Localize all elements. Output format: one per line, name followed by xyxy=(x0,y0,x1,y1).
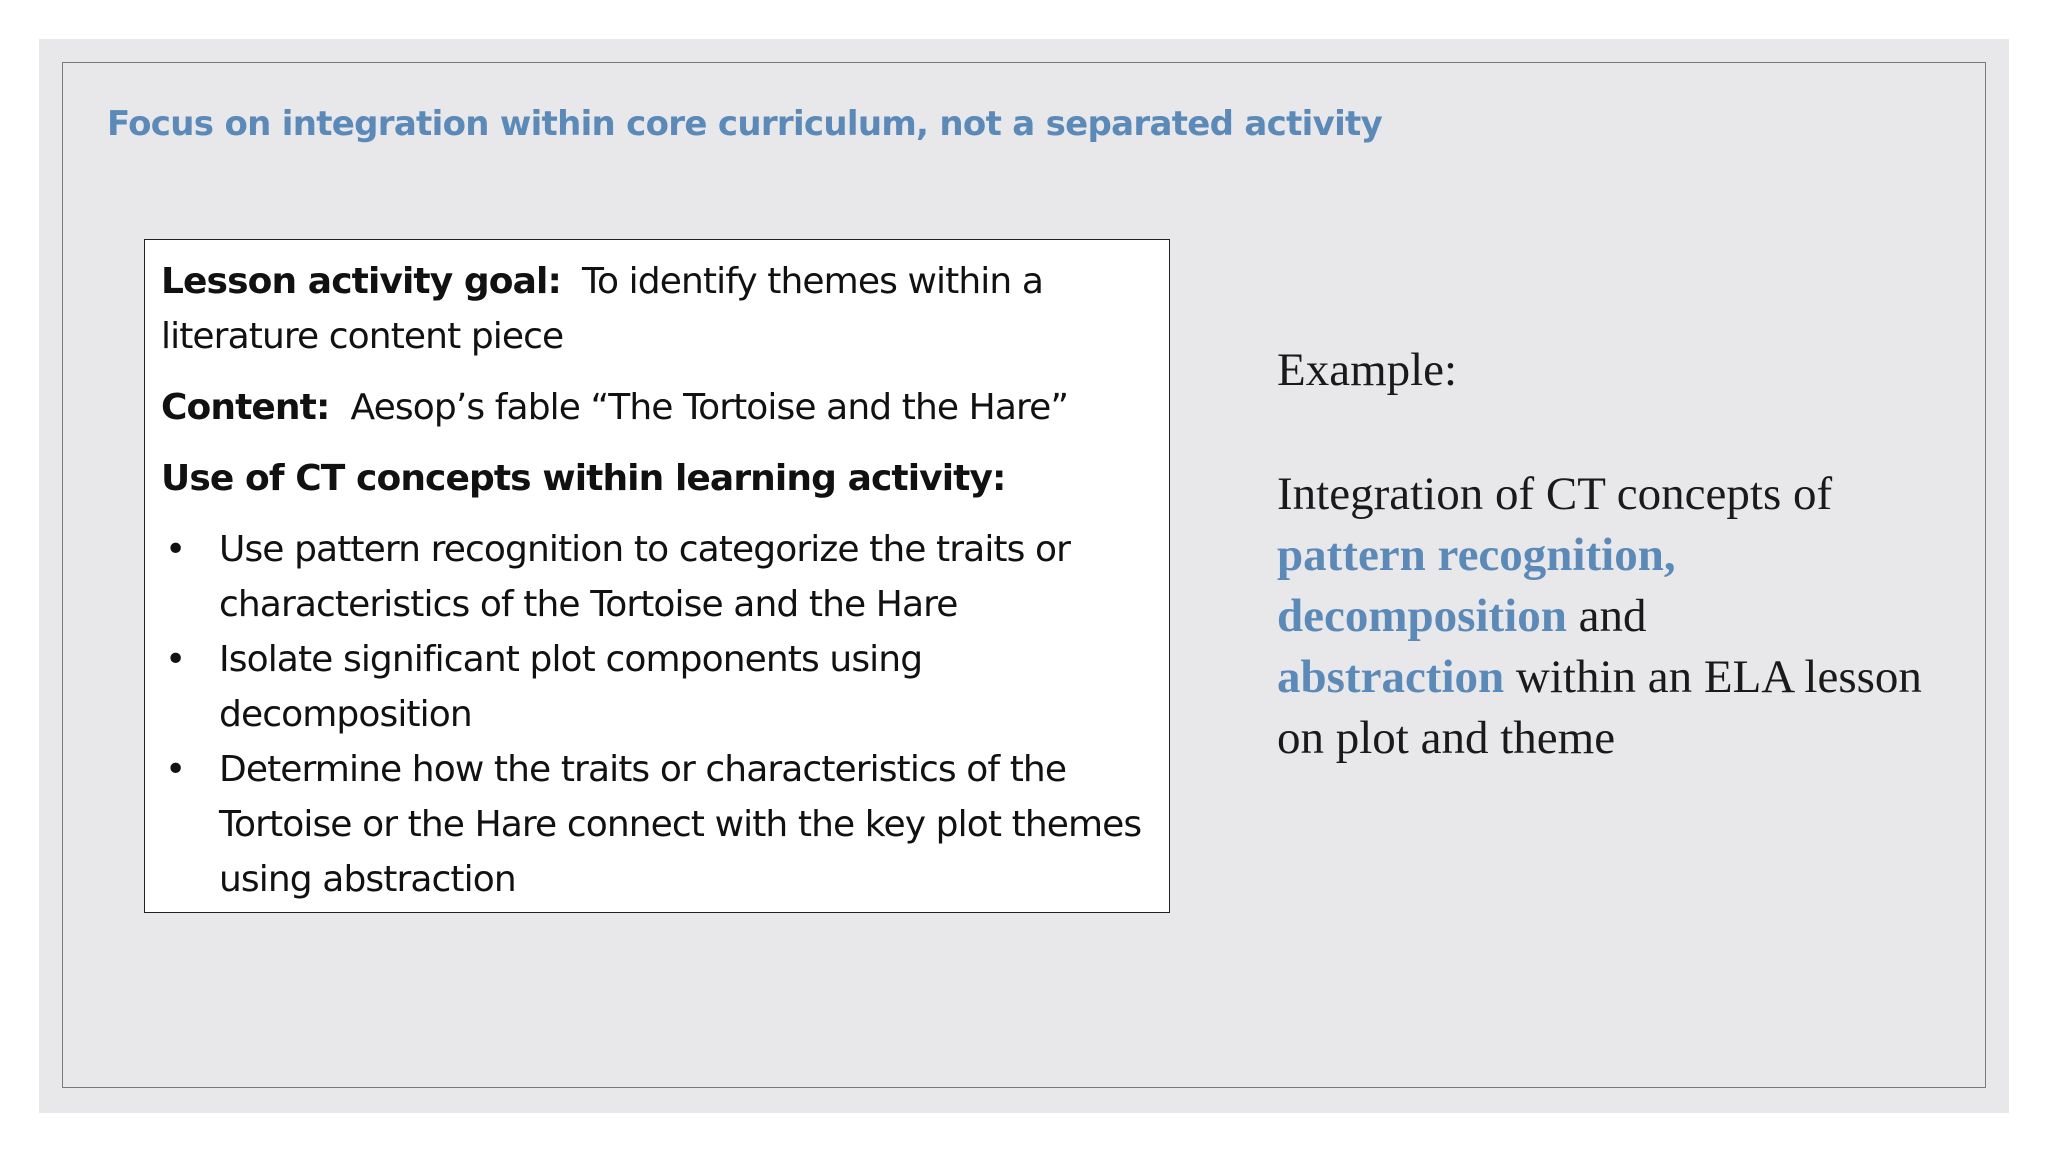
example-ending: within an ELA lesson on plot and theme xyxy=(1277,651,1922,764)
lesson-content-text: Aesop’s fable “The Tortoise and the Hare” xyxy=(350,387,1069,428)
example-panel xyxy=(1277,340,1957,769)
list-item-text: Determine how the traits or characteristics of the Tortoise or the Hare connect with the key plot themes using abstraction xyxy=(219,749,1142,900)
example-connector: and xyxy=(1566,590,1647,642)
ct-concepts-heading xyxy=(161,451,1157,506)
lesson-goal xyxy=(161,254,1157,364)
lesson-goal-label: Lesson activity goal: xyxy=(161,261,561,302)
lesson-content-label: Content: xyxy=(161,387,330,428)
bullet-icon: • xyxy=(165,639,186,680)
list-item xyxy=(161,742,1157,907)
bullet-icon: • xyxy=(165,749,186,790)
term-abstraction: abstraction xyxy=(1277,651,1505,703)
example-label: Example: xyxy=(1277,344,1458,396)
list-item-text: Use pattern recognition to categorize the traits or characteristics of the Tortoise and the Hare xyxy=(219,529,1071,625)
example-intro: Integration of CT concepts of xyxy=(1277,468,1833,520)
list-item-text: Isolate significant plot components using decomposition xyxy=(219,639,923,735)
ct-concepts-heading-text: Use of CT concepts within learning activity: xyxy=(161,458,1006,499)
lesson-box xyxy=(144,239,1170,913)
lesson-goal-text: To identify themes within a literature content piece xyxy=(161,261,1043,357)
list-item xyxy=(161,632,1157,742)
example-body xyxy=(1277,464,1957,769)
ct-concepts-list xyxy=(161,522,1157,907)
lesson-content xyxy=(161,380,1157,435)
list-item xyxy=(161,522,1157,632)
term-pattern-recognition: pattern recognition, xyxy=(1277,529,1676,581)
bullet-icon: • xyxy=(165,529,186,570)
slide-heading: Focus on integration within core curriculum, not a separated activity xyxy=(107,104,1383,144)
term-decomposition: decomposition xyxy=(1277,590,1567,642)
